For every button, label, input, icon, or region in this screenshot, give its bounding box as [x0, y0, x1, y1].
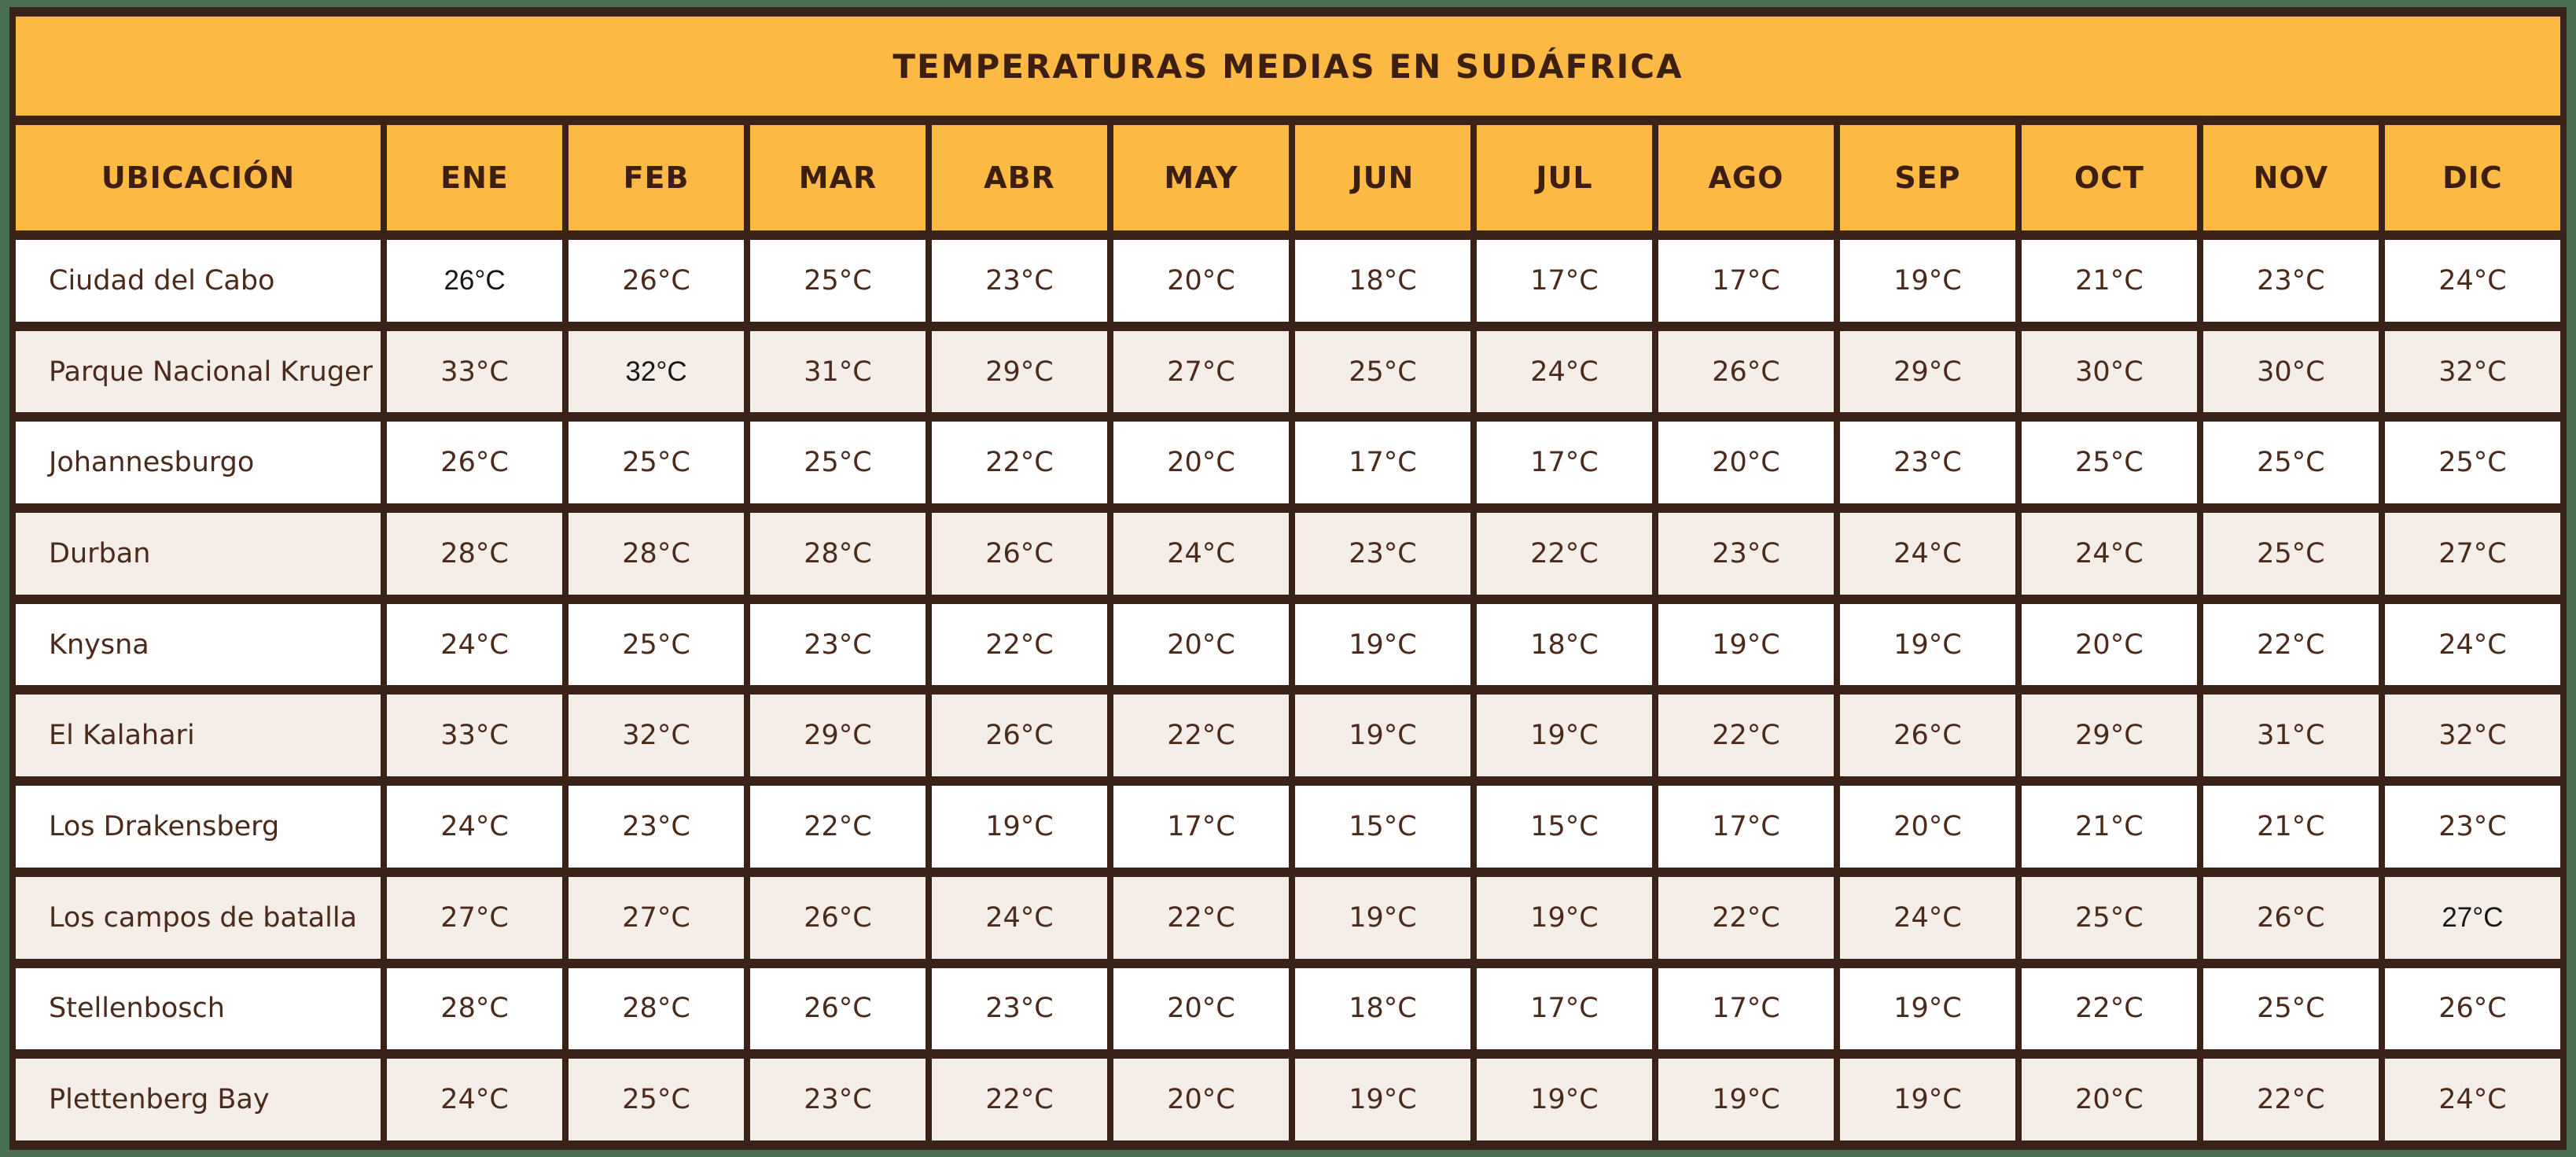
- column-header-month: JUL: [1474, 120, 1655, 235]
- temp-cell: 24°C: [1837, 508, 2018, 599]
- temp-cell: 23°C: [1655, 508, 1837, 599]
- column-header-month: ENE: [384, 120, 565, 235]
- column-header-month: FEB: [565, 120, 747, 235]
- temp-cell: 22°C: [2018, 964, 2200, 1055]
- temp-cell: 22°C: [1110, 690, 1292, 781]
- temp-cell: 32°C: [2382, 690, 2563, 781]
- temp-cell: 22°C: [1655, 872, 1837, 964]
- column-header-month: NOV: [2200, 120, 2382, 235]
- temp-cell: 22°C: [929, 417, 1110, 508]
- temp-cell: 20°C: [1110, 1054, 1292, 1145]
- table-row: [13, 1054, 2563, 1145]
- temp-cell: 20°C: [2018, 1054, 2200, 1145]
- column-header-month: AGO: [1655, 120, 1837, 235]
- column-header-month: ABR: [929, 120, 1110, 235]
- temp-cell: 22°C: [2200, 599, 2382, 691]
- temperature-table: [9, 7, 2567, 1150]
- temp-cell: 28°C: [565, 964, 747, 1055]
- temp-cell: 25°C: [747, 417, 929, 508]
- temp-cell: 19°C: [1292, 872, 1474, 964]
- temp-cell: 24°C: [384, 599, 565, 691]
- temp-cell: 24°C: [929, 872, 1110, 964]
- temp-cell: 29°C: [1837, 326, 2018, 418]
- temp-cell: 19°C: [1292, 599, 1474, 691]
- column-header-month: JUN: [1292, 120, 1474, 235]
- temp-cell: 17°C: [1655, 964, 1837, 1055]
- temp-cell: 24°C: [2018, 508, 2200, 599]
- temp-cell: 27°C: [2382, 872, 2563, 964]
- temp-cell: 30°C: [2018, 326, 2200, 418]
- temp-cell: 23°C: [747, 1054, 929, 1145]
- temp-cell: 22°C: [1110, 872, 1292, 964]
- temp-cell: 17°C: [1110, 781, 1292, 872]
- temp-cell: 24°C: [1474, 326, 1655, 418]
- temp-cell: 19°C: [1474, 872, 1655, 964]
- temp-cell: 19°C: [1655, 599, 1837, 691]
- temp-cell: 25°C: [2018, 872, 2200, 964]
- table-row: [13, 235, 2563, 326]
- temp-cell: 22°C: [929, 599, 1110, 691]
- temp-cell: 28°C: [747, 508, 929, 599]
- temp-cell: 26°C: [384, 417, 565, 508]
- column-header-month: SEP: [1837, 120, 2018, 235]
- location-cell: Parque Nacional Kruger: [13, 326, 384, 418]
- temp-cell: 20°C: [1110, 599, 1292, 691]
- temp-cell: 17°C: [1474, 417, 1655, 508]
- column-header-month: MAR: [747, 120, 929, 235]
- temp-cell: 26°C: [565, 235, 747, 326]
- table-row: [13, 690, 2563, 781]
- temp-cell: 19°C: [1474, 1054, 1655, 1145]
- temp-cell: 25°C: [565, 599, 747, 691]
- temp-cell: 24°C: [2382, 599, 2563, 691]
- temp-cell: 22°C: [929, 1054, 1110, 1145]
- table-row: [13, 417, 2563, 508]
- location-cell: Johannesburgo: [13, 417, 384, 508]
- temp-cell: 25°C: [747, 235, 929, 326]
- temp-cell: 20°C: [1110, 964, 1292, 1055]
- table-row: [13, 599, 2563, 691]
- temp-cell: 23°C: [2382, 781, 2563, 872]
- table-row: [13, 964, 2563, 1055]
- temp-cell: 28°C: [384, 964, 565, 1055]
- temp-cell: 27°C: [2382, 508, 2563, 599]
- temp-cell: 17°C: [1474, 964, 1655, 1055]
- temp-cell: 19°C: [1837, 599, 2018, 691]
- temp-cell: 25°C: [565, 417, 747, 508]
- table-row: [13, 326, 2563, 418]
- temp-cell: 24°C: [2382, 235, 2563, 326]
- temp-cell: 27°C: [565, 872, 747, 964]
- temp-cell: 24°C: [2382, 1054, 2563, 1145]
- temp-cell: 23°C: [929, 964, 1110, 1055]
- temp-cell: 20°C: [1837, 781, 2018, 872]
- location-cell: Knysna: [13, 599, 384, 691]
- temp-cell: 19°C: [1837, 964, 2018, 1055]
- location-cell: Los Drakensberg: [13, 781, 384, 872]
- temp-cell: 23°C: [565, 781, 747, 872]
- temp-cell: 26°C: [1837, 690, 2018, 781]
- column-header-month: MAY: [1110, 120, 1292, 235]
- temp-cell: 18°C: [1292, 964, 1474, 1055]
- temp-cell: 21°C: [2200, 781, 2382, 872]
- table-row: [13, 781, 2563, 872]
- location-cell: Plettenberg Bay: [13, 1054, 384, 1145]
- column-header-month: OCT: [2018, 120, 2200, 235]
- temp-cell: 18°C: [1474, 599, 1655, 691]
- location-cell: Ciudad del Cabo: [13, 235, 384, 326]
- temp-cell: 23°C: [929, 235, 1110, 326]
- temp-cell: 25°C: [2200, 417, 2382, 508]
- temp-cell: 19°C: [1292, 690, 1474, 781]
- temp-cell: 28°C: [384, 508, 565, 599]
- temp-cell: 22°C: [1474, 508, 1655, 599]
- temp-cell: 31°C: [747, 326, 929, 418]
- temp-cell: 23°C: [2200, 235, 2382, 326]
- temp-cell: 20°C: [1655, 417, 1837, 508]
- column-header-month: DIC: [2382, 120, 2563, 235]
- temp-cell: 22°C: [747, 781, 929, 872]
- temp-cell: 15°C: [1474, 781, 1655, 872]
- temp-cell: 26°C: [2200, 872, 2382, 964]
- temp-cell: 19°C: [1474, 690, 1655, 781]
- temp-cell: 15°C: [1292, 781, 1474, 872]
- column-header-row: [13, 120, 2563, 235]
- location-cell: Los campos de batalla: [13, 872, 384, 964]
- temp-cell: 19°C: [1292, 1054, 1474, 1145]
- temp-cell: 22°C: [1655, 690, 1837, 781]
- temp-cell: 19°C: [1837, 1054, 2018, 1145]
- location-cell: El Kalahari: [13, 690, 384, 781]
- temp-cell: 25°C: [2200, 964, 2382, 1055]
- temp-cell: 26°C: [747, 964, 929, 1055]
- temp-cell: 29°C: [2018, 690, 2200, 781]
- temp-cell: 23°C: [747, 599, 929, 691]
- temp-cell: 17°C: [1474, 235, 1655, 326]
- temp-cell: 32°C: [2382, 326, 2563, 418]
- temp-cell: 20°C: [1110, 235, 1292, 326]
- temp-cell: 23°C: [1292, 508, 1474, 599]
- temp-cell: 25°C: [565, 1054, 747, 1145]
- temp-cell: 24°C: [384, 1054, 565, 1145]
- temp-cell: 32°C: [565, 690, 747, 781]
- temp-cell: 27°C: [1110, 326, 1292, 418]
- temp-cell: 19°C: [929, 781, 1110, 872]
- temp-cell: 28°C: [565, 508, 747, 599]
- temp-cell: 21°C: [2018, 781, 2200, 872]
- temp-cell: 26°C: [384, 235, 565, 326]
- temp-cell: 24°C: [1110, 508, 1292, 599]
- page-title: TEMPERATURAS MEDIAS EN SUDÁFRICA: [13, 12, 2563, 120]
- temp-cell: 21°C: [2018, 235, 2200, 326]
- temp-cell: 26°C: [1655, 326, 1837, 418]
- temp-cell: 25°C: [1292, 326, 1474, 418]
- temp-cell: 29°C: [929, 326, 1110, 418]
- temp-cell: 29°C: [747, 690, 929, 781]
- temp-cell: 33°C: [384, 690, 565, 781]
- temp-cell: 20°C: [2018, 599, 2200, 691]
- column-header-ubicacion: UBICACIÓN: [13, 120, 384, 235]
- temp-cell: 17°C: [1292, 417, 1474, 508]
- temp-cell: 19°C: [1837, 235, 2018, 326]
- temp-cell: 22°C: [2200, 1054, 2382, 1145]
- temp-cell: 23°C: [1837, 417, 2018, 508]
- temp-cell: 31°C: [2200, 690, 2382, 781]
- temp-cell: 19°C: [1655, 1054, 1837, 1145]
- temp-cell: 26°C: [2382, 964, 2563, 1055]
- temp-cell: 20°C: [1110, 417, 1292, 508]
- table-row: [13, 508, 2563, 599]
- table-row: [13, 872, 2563, 964]
- temp-cell: 25°C: [2200, 508, 2382, 599]
- table-title-row: [13, 12, 2563, 120]
- temp-cell: 24°C: [384, 781, 565, 872]
- temp-cell: 25°C: [2382, 417, 2563, 508]
- temp-cell: 26°C: [929, 508, 1110, 599]
- temp-cell: 24°C: [1837, 872, 2018, 964]
- temp-cell: 17°C: [1655, 781, 1837, 872]
- location-cell: Stellenbosch: [13, 964, 384, 1055]
- temp-cell: 32°C: [565, 326, 747, 418]
- location-cell: Durban: [13, 508, 384, 599]
- temp-cell: 26°C: [747, 872, 929, 964]
- temp-cell: 18°C: [1292, 235, 1474, 326]
- temp-cell: 27°C: [384, 872, 565, 964]
- temp-cell: 25°C: [2018, 417, 2200, 508]
- temp-cell: 33°C: [384, 326, 565, 418]
- temp-cell: 30°C: [2200, 326, 2382, 418]
- temp-cell: 26°C: [929, 690, 1110, 781]
- temp-cell: 17°C: [1655, 235, 1837, 326]
